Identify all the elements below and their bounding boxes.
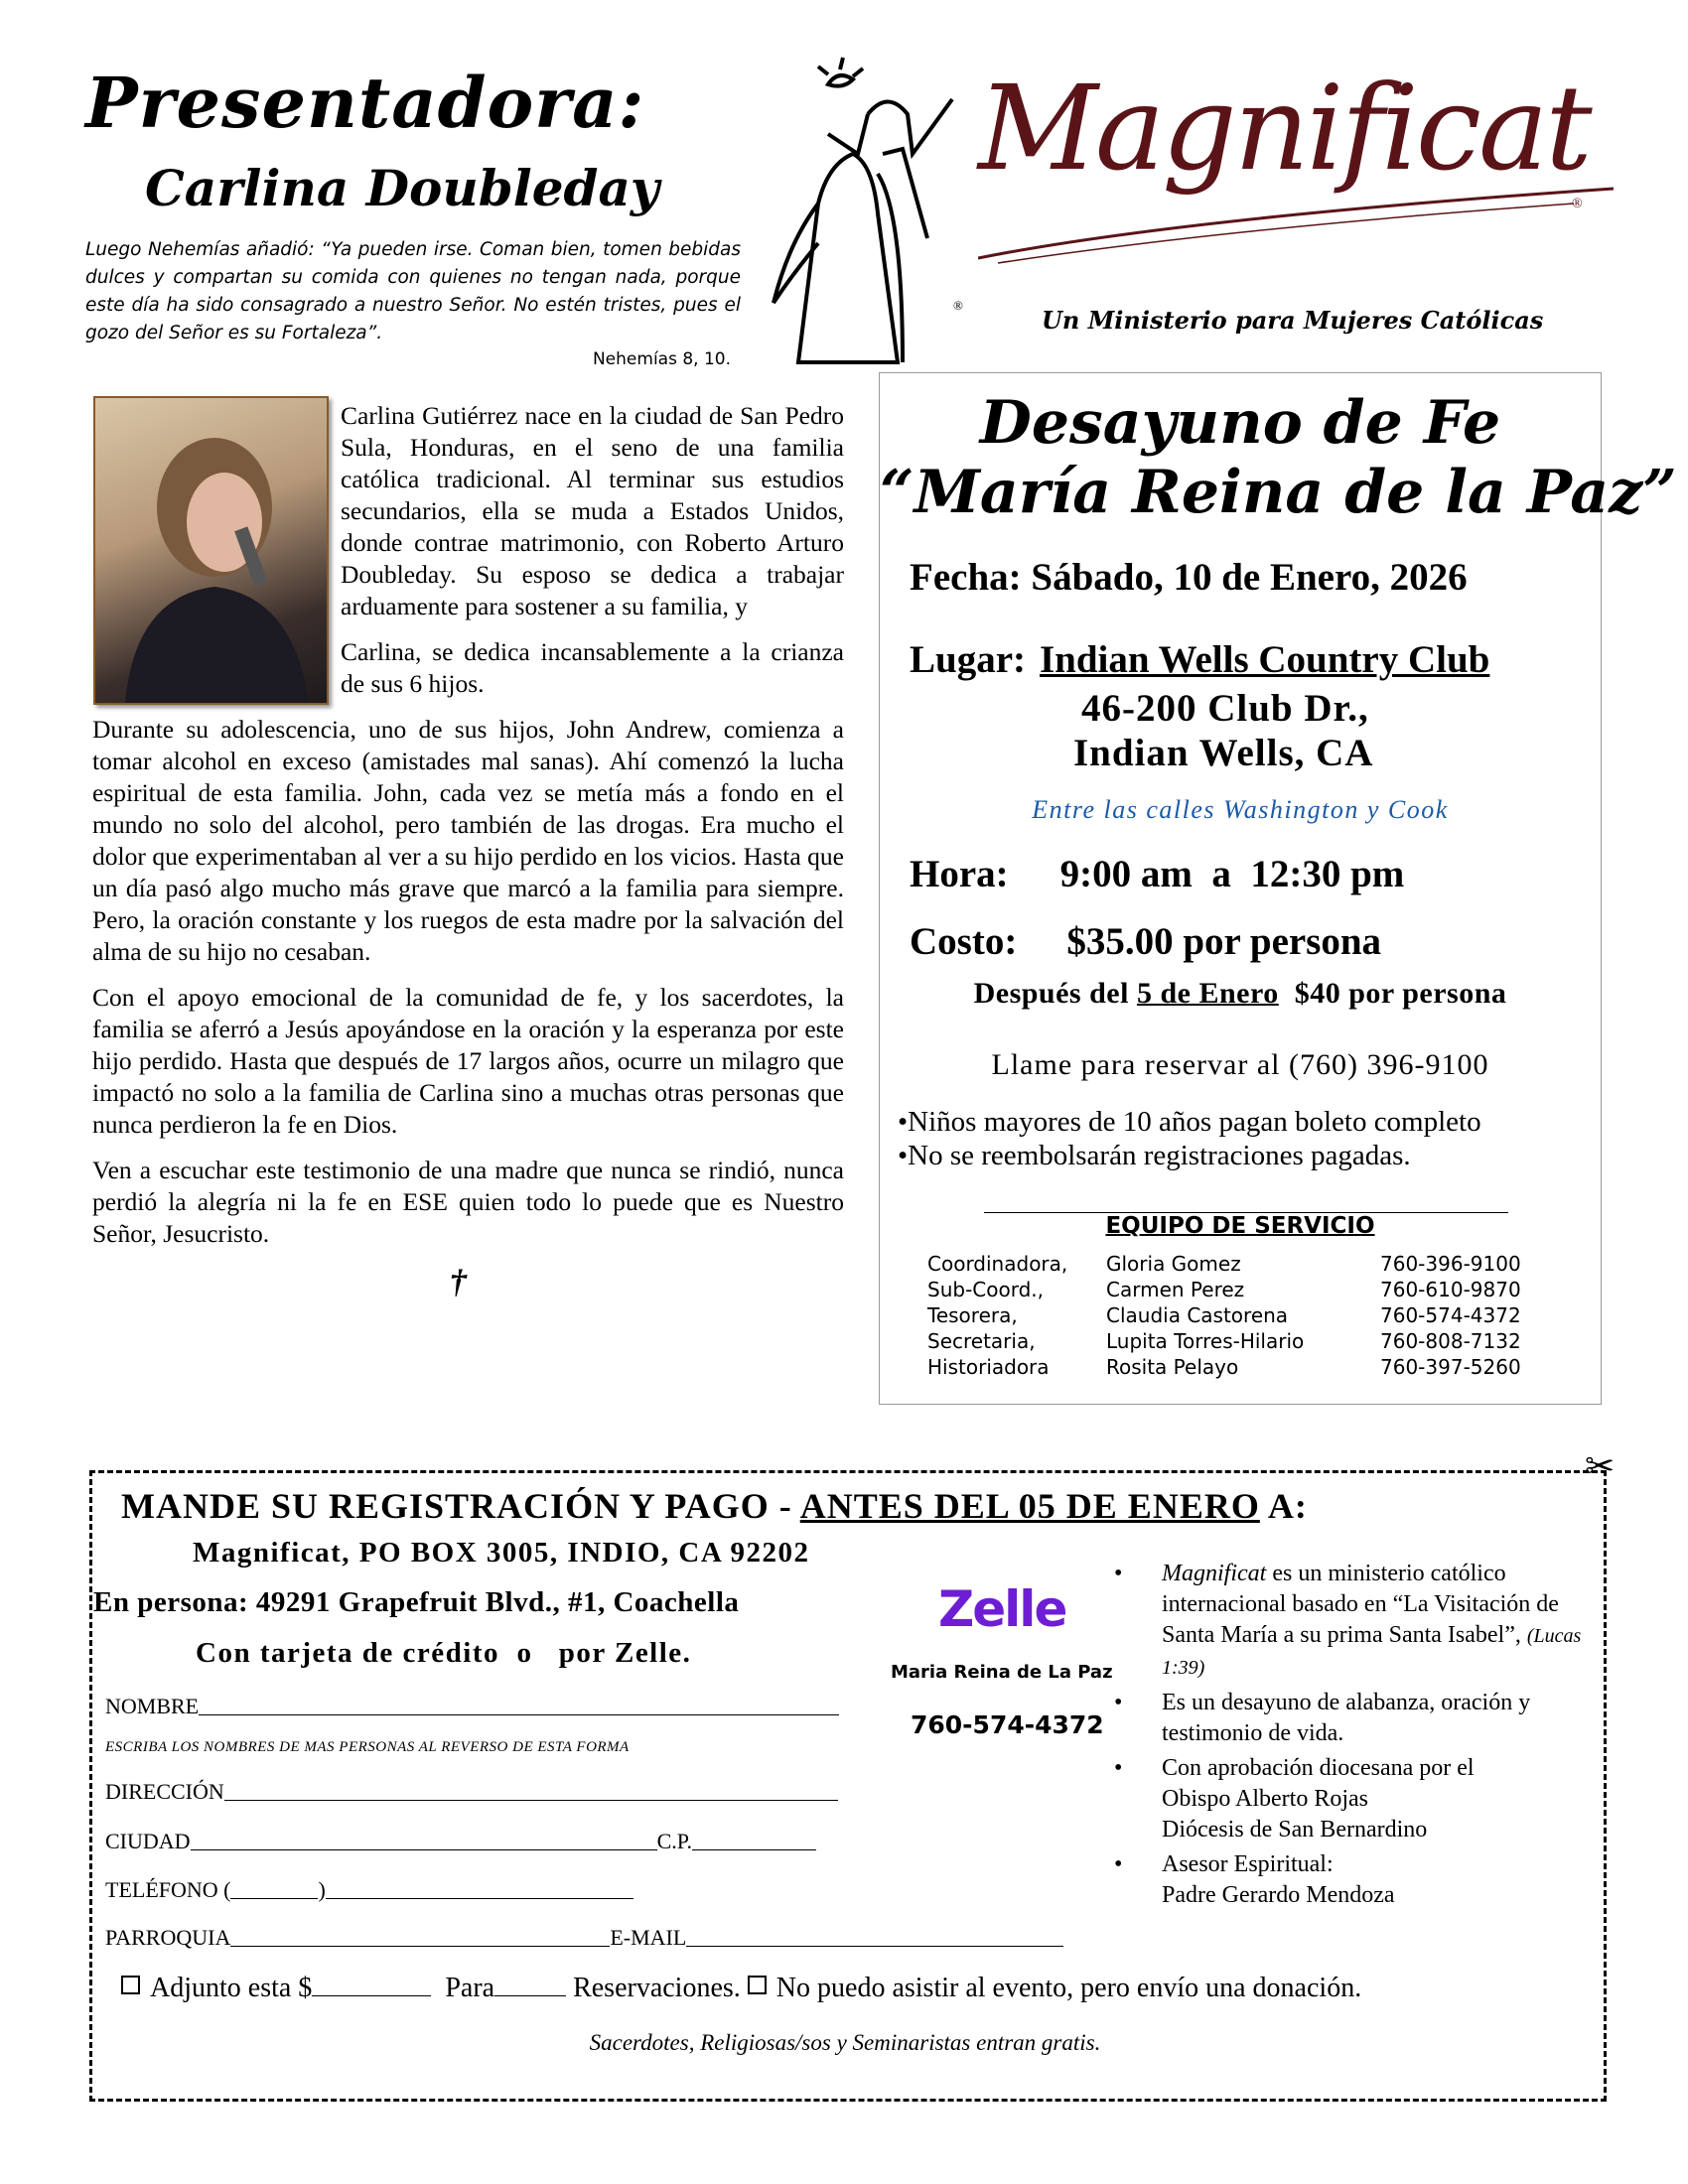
date-value: Sábado, 10 de Enero, 2026: [1031, 556, 1468, 599]
team-role: Tesorera,: [927, 1303, 1018, 1327]
presenter-name: Carlina Doubleday: [145, 159, 659, 217]
team-phone: 760-574-4372: [1380, 1303, 1521, 1327]
info-text: Obispo Alberto Rojas: [1162, 1786, 1368, 1812]
speaker-photo: [93, 396, 329, 705]
amount-field[interactable]: [312, 1995, 431, 1996]
name-field[interactable]: [105, 1694, 839, 1719]
bible-quote-block: [85, 236, 741, 369]
bio-paragraph-1: Carlina Gutiérrez nace en la ciudad de San Pedro Sula, Honduras, en el seno de una familia católica tradicional. Al terminar sus estudios secundarios, ella se muda a Estados Unidos, donde contrae matrimonio, con Roberto Arturo Doubleday. Su esposo se dedica a trabajar arduamente para sostener a su familia, y: [341, 401, 844, 620]
team-row: [927, 1329, 1583, 1355]
phone-field[interactable]: [105, 1877, 633, 1903]
cross-streets: Entre las calles Washington y Cook: [1032, 795, 1449, 824]
form-heading-text: MANDE SU REGISTRACIÓN Y PAGO -: [121, 1486, 800, 1526]
late-price-prefix: Después del: [973, 977, 1137, 1010]
phone-paren: ): [318, 1877, 326, 1902]
team-title: EQUIPO DE SERVICIO: [1105, 1213, 1375, 1239]
attach-payment-checkbox[interactable]: [121, 1976, 140, 1994]
late-price-amount: $40 por persona: [1278, 977, 1507, 1010]
address-field[interactable]: [105, 1779, 838, 1805]
zelle-logo: Zelle: [938, 1580, 1066, 1638]
cross-icon: †: [450, 1264, 467, 1300]
team-row: [927, 1278, 1583, 1303]
payment-options: [121, 1973, 1361, 2004]
bio-paragraph-2: Carlina, se dedica incansablemente a la crianza de sus 6 hijos.: [341, 637, 844, 698]
payment-methods: Con tarjeta de crédito o por Zelle.: [196, 1637, 692, 1669]
speaker-silhouette-icon: [95, 398, 327, 703]
donation-label: No puedo asistir al evento, pero envío una donación.: [775, 1973, 1362, 2003]
cost-value: $35.00 por persona: [1066, 920, 1382, 963]
info-text: Diócesis de San Bernardino: [1162, 1817, 1428, 1843]
zelle-recipient: Maria Reina de La Paz: [891, 1662, 1113, 1683]
address-line-1: 46-200 Club Dr.,: [1081, 687, 1369, 730]
team-role: Secretaria,: [927, 1329, 1036, 1353]
event-subtitle: “María Reina de la Paz”: [880, 458, 1677, 527]
bio-paragraph-5: Ven a escuchar este testimonio de una madre que nunca se rindió, nunca perdió la alegría ni la fe en ESE quien todo lo puede que es Nuestro Señor, Jesucristo.: [92, 1156, 844, 1248]
logo-swoosh-icon: [978, 179, 1614, 278]
team-name: Gloria Gomez: [1106, 1252, 1241, 1276]
attach-label: Adjunto esta $: [150, 1973, 313, 2003]
date-label: Fecha:: [910, 556, 1022, 599]
policy-bullet: •No se reembolsarán registraciones pagadas.: [898, 1140, 1411, 1171]
logo-tagline: Un Ministerio para Mujeres Católicas: [1042, 306, 1544, 335]
reservation-phone: Llame para reservar al (760) 396-9100: [991, 1048, 1489, 1081]
donation-checkbox[interactable]: [748, 1976, 767, 1994]
email-label: E-MAIL: [610, 1925, 687, 1950]
team-name: Claudia Castorena: [1106, 1303, 1289, 1327]
place-value: Indian Wells Country Club: [1040, 638, 1490, 681]
angel-illustration-icon: [759, 55, 967, 372]
late-price: [880, 977, 1601, 1011]
team-role: Sub-Coord.,: [927, 1278, 1045, 1301]
info-text: Es un desayuno de alabanza, oración y testimonio de vida.: [1162, 1690, 1531, 1746]
team-row: [927, 1355, 1583, 1381]
form-deadline: ANTES DEL 05 DE ENERO: [799, 1486, 1260, 1526]
team-name: Carmen Perez: [1106, 1278, 1245, 1301]
name-hint: ESCRIBA LOS NOMBRES DE MAS PERSONAS AL REVERSO DE ESTA FORMA: [105, 1739, 630, 1755]
form-heading: [121, 1485, 1308, 1527]
team-name: Lupita Torres-Hilario: [1106, 1329, 1305, 1353]
brand-name: Magnificat: [1162, 1561, 1267, 1586]
event-time: [910, 852, 1404, 896]
team-phone: 760-396-9100: [1380, 1252, 1521, 1276]
scissors-icon: ✂: [1585, 1446, 1616, 1486]
bible-quote-reference: Nehemías 8, 10.: [592, 349, 731, 369]
info-text: Padre Gerardo Mendoza: [1162, 1882, 1395, 1908]
time-label: Hora:: [910, 853, 1009, 895]
team-role: Historiadora: [927, 1355, 1050, 1379]
team-phone: 760-808-7132: [1380, 1329, 1521, 1353]
time-value: 9:00 am a 12:30 pm: [1059, 853, 1405, 895]
magnificat-logo: Magnificat: [978, 60, 1590, 197]
info-text: es un ministerio católico internacional basado en “La Visitación de Santa María a su prima Santa Isabel”,: [1162, 1561, 1559, 1648]
info-item: [1114, 1688, 1601, 1749]
presenter-heading: Presentadora:: [85, 62, 645, 144]
team-phone: 760-397-5260: [1380, 1355, 1521, 1379]
event-cost: [910, 919, 1381, 964]
bullet: •: [1114, 1755, 1123, 1781]
bio-paragraph-4: Con el apoyo emocional de la comunidad de fe, y los sacerdotes, la familia se aferró a Jesús apoyándose en la oración y la esperanza por este hijo perdido. Hasta que después de 17 largos años, ocurre un milagro que impactó no solo a la familia de Carlina sino a muchas otras personas que nunca perdieron la fe en Dios.: [92, 983, 844, 1139]
event-title: Desayuno de Fe: [979, 388, 1501, 458]
ministry-info-list: [1114, 1559, 1601, 1915]
bible-quote: Luego Nehemías añadió: “Ya pueden irse. Coman bien, tomen bebidas dulces y compartan su comida con quienes no tengan nada, porque este día ha sido consagrado a nuestro Señor. No estén tristes, pues el gozo del Señor es su Fortaleza”.: [85, 239, 741, 343]
phone-label: TELÉFONO (: [105, 1877, 231, 1902]
info-item: [1114, 1753, 1601, 1845]
city-label: CIUDAD: [105, 1829, 191, 1853]
info-text: Con aprobación diocesana por el: [1162, 1755, 1475, 1781]
info-item: [1114, 1849, 1601, 1911]
form-heading-suffix: A:: [1259, 1486, 1308, 1526]
registered-mark: ®: [1572, 197, 1583, 211]
for-label: Para: [445, 1973, 495, 2003]
parish-label: PARROQUIA: [105, 1925, 231, 1950]
team-role: Coordinadora,: [927, 1252, 1068, 1276]
info-item: [1114, 1559, 1601, 1684]
city-field[interactable]: [105, 1829, 816, 1854]
bio-paragraph-3: Durante su adolescencia, uno de sus hijos, John Andrew, comienza a tomar alcohol en exceso (amistades mal sanas). Ahí comenzó la lucha espiritual de esta familia. John, cada vez se metía más a fondo en el mundo no solo del alcohol, pero también de las drogas. Era mucho el dolor que experimentaban al ver a su hijo perdido en los vicios. Hasta que un día pasó algo mucho más grave que marcó a la familia para siempre. Pero, la oración constante y los ruegos de esta madre por la salvación del alma de su hijo no cesaban.: [92, 715, 844, 966]
parish-field[interactable]: [105, 1925, 1063, 1951]
reservations-count-field[interactable]: [494, 1995, 566, 1996]
event-details-box: [879, 372, 1677, 1405]
place-label: Lugar:: [910, 638, 1026, 681]
address-label: DIRECCIÓN: [105, 1779, 224, 1804]
bullet: •: [1114, 1690, 1123, 1715]
late-price-date: 5 de Enero: [1136, 977, 1279, 1010]
cost-label: Costo:: [910, 920, 1018, 963]
info-text: Asesor Espiritual:: [1162, 1851, 1334, 1877]
event-date: [910, 555, 1468, 600]
team-name: Rosita Pelayo: [1106, 1355, 1239, 1379]
in-person-address: En persona: 49291 Grapefruit Blvd., #1, Coachella: [93, 1586, 740, 1618]
team-row: [927, 1303, 1583, 1329]
reservations-label: Reservaciones.: [573, 1973, 741, 2003]
clergy-free-note: Sacerdotes, Religiosas/sos y Seminaristas entran gratis.: [589, 2030, 1101, 2055]
bullet: •: [1114, 1851, 1123, 1877]
mailing-address: Magnificat, PO BOX 3005, INDIO, CA 92202: [193, 1537, 810, 1569]
event-place: [910, 637, 1489, 682]
team-phone: 760-610-9870: [1380, 1278, 1521, 1301]
address-line-2: Indian Wells, CA: [1073, 732, 1374, 774]
bullet: •: [1114, 1561, 1123, 1586]
biography-column: [92, 396, 844, 1301]
info-reference: (Lucas 1:39): [1162, 1625, 1582, 1679]
name-label: NOMBRE: [105, 1694, 200, 1718]
zip-label: C.P.: [656, 1829, 693, 1853]
zelle-phone: 760-574-4372: [911, 1710, 1104, 1739]
team-row: [927, 1252, 1583, 1278]
policy-bullet: •Niños mayores de 10 años pagan boleto completo: [898, 1106, 1481, 1138]
registered-mark: ®: [953, 298, 963, 313]
